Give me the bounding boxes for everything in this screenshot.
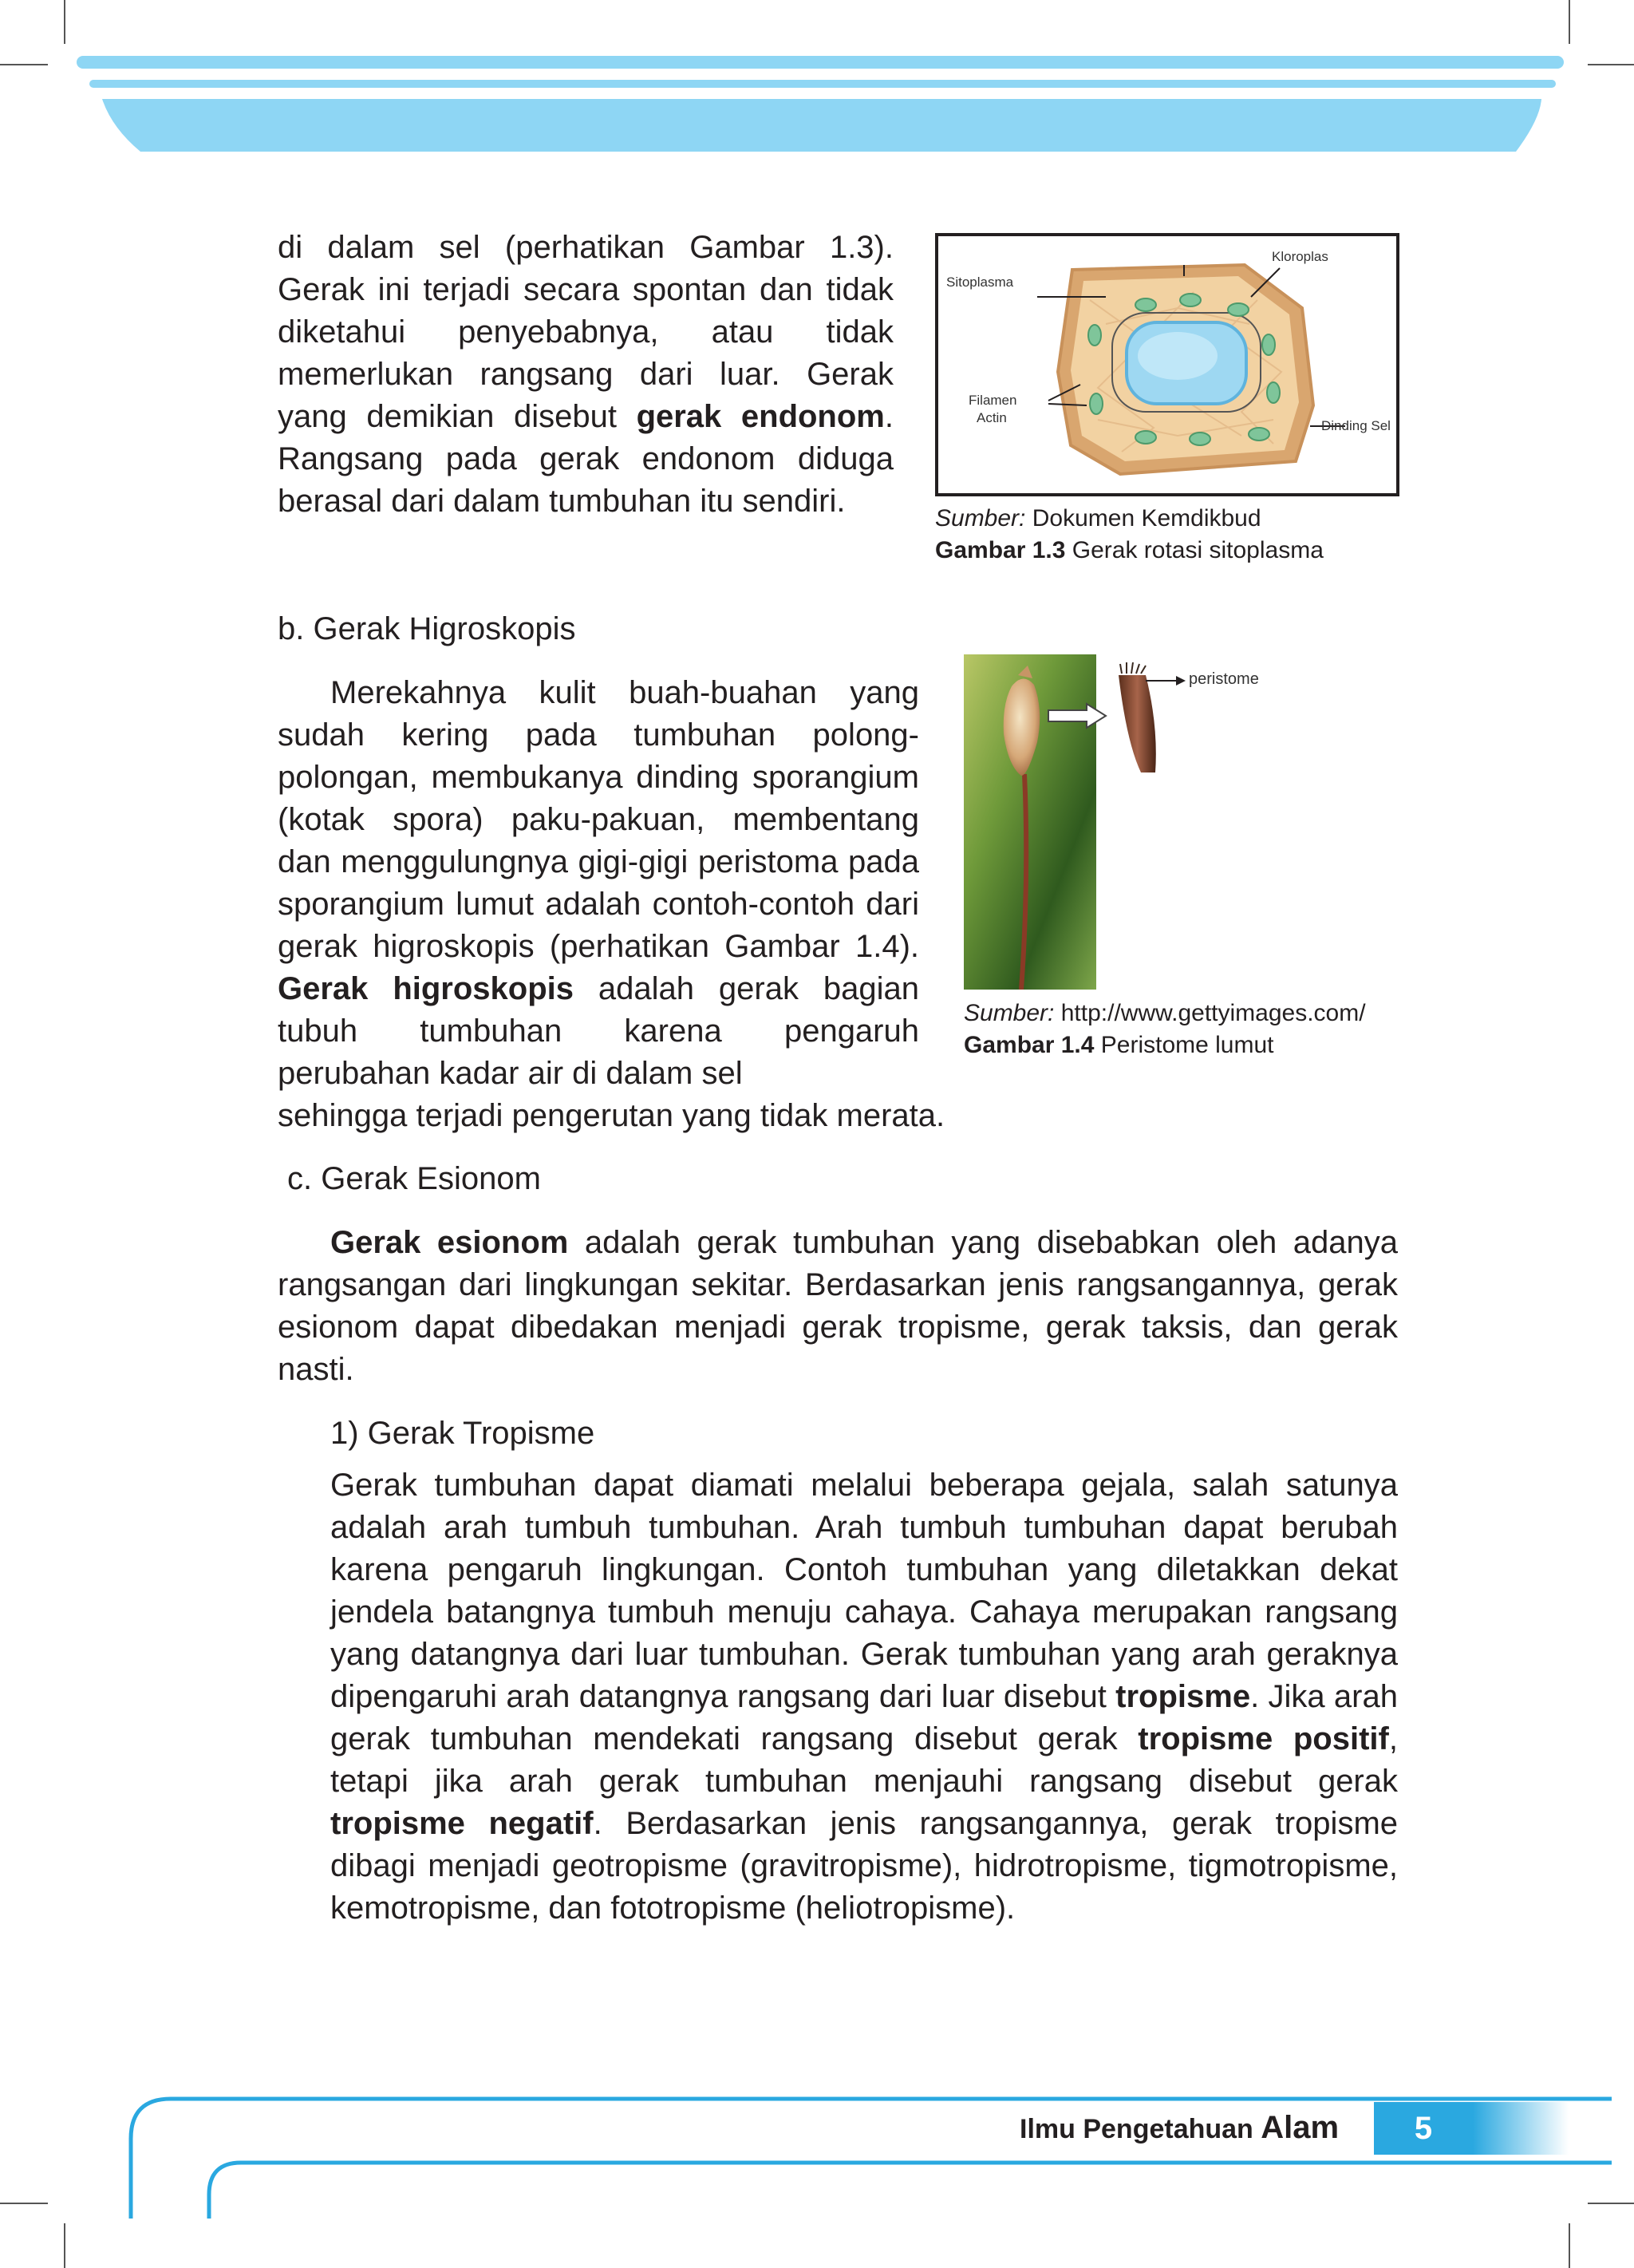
heading-gerak-tropisme: 1) Gerak Tropisme	[330, 1416, 595, 1451]
arrow-to-peristome	[1047, 702, 1107, 729]
term-gerak-endonom: gerak endonom	[636, 399, 885, 434]
figure-1-4-caption: Gambar 1.4 Peristome lumut	[964, 1032, 1274, 1058]
label-dinding-sel: Dinding Sel	[1321, 418, 1391, 433]
peristome-pointer-arrow	[1146, 675, 1187, 686]
figure-1-4-source: Sumber: http://www.gettyimages.com/	[964, 1000, 1366, 1026]
footer-decoration	[0, 2075, 1634, 2234]
tropisme-paragraph: Gerak tumbuhan dapat diamati melalui beberapa gejala, salah satunya adalah arah tumbuh tumbuhan. Arah tumbuh tumbuhan dapat berubah karena pengaruh lingkungan. Contoh tumbuhan yang diletakkan dekat jendela batangnya tumbuh menuju cahaya. Cahaya merupakan rangsang yang datangnya dari luar tumbuhan. Gerak tumbuhan yang arah geraknya dipengaruhi arah datangnya rangsang dari luar disebut tropisme. Jika arah gerak tumbuhan mendekati rangsang disebut gerak tropisme positif, tetapi jika arah gerak tumbuhan menjauhi rangsang disebut gerak tropisme negatif. Berdasarkan jenis rangsangannya, gerak tropisme dibagi menjadi geotropisme (gravitropisme), hidrotropisme, tigmotropisme, kemotropisme, dan fototropisme (heliotropisme).	[330, 1468, 1399, 1926]
label-filamen: Filamen	[969, 393, 1017, 408]
label-kloroplas: Kloroplas	[1272, 249, 1328, 264]
figure-1-3-frame	[935, 233, 1399, 496]
heading-gerak-esionom: c. Gerak Esionom	[287, 1161, 541, 1196]
higroskopis-paragraph: Merekahnya kulit buah-buahan yang sudah kering pada tumbuhan polong-polongan, membukanya dinding sporangium (kotak spora) paku-pakuan, membentang dan menggulungnya gigi-gigi peristoma pada sporangium lumut adalah contoh-contoh dari gerak higroskopis (perhatikan Gambar 1.4). Gerak higroskopis adalah gerak bagian tubuh tumbuhan karena pengaruh perubahan kadar air di dalam sel	[278, 675, 919, 1091]
label-sitoplasma: Sitoplasma	[946, 275, 1014, 290]
term-gerak-esionom: Gerak esionom	[330, 1225, 569, 1260]
footer-book-title: Ilmu Pengetahuan Alam	[1020, 2110, 1340, 2145]
label-peristome: peristome	[1189, 670, 1259, 688]
endonom-paragraph: di dalam sel (perhatikan Gambar 1.3). Gerak ini terjadi secara spontan dan tidak diketahui penyebabnya, atau tidak memerlukan rangsang dari luar. Gerak yang demikian disebut gerak endonom. Rangsang pada gerak endonom diduga berasal dari dalam tumbuhan itu sendiri.	[278, 227, 894, 523]
figure-1-3-caption: Gambar 1.3 Gerak rotasi sitoplasma	[935, 537, 1324, 563]
esionom-paragraph: Gerak esionom adalah gerak tumbuhan yang disebabkan oleh adanya rangsangan dari lingkungan sekitar. Berdasarkan jenis rangsangannya, gerak esionom dapat dibedakan menjadi gerak tropisme, gerak taksis, dan gerak nasti.	[278, 1225, 1398, 1387]
term-tropisme-negatif: tropisme negatif	[330, 1806, 594, 1841]
term-gerak-higroskopis: Gerak higroskopis	[278, 971, 574, 1006]
heading-gerak-higroskopis: b. Gerak Higroskopis	[278, 611, 576, 646]
header-banner	[0, 0, 1634, 160]
figure-1-3-source: Sumber: Dokumen Kemdikbud	[935, 505, 1261, 531]
term-tropisme: tropisme	[1115, 1679, 1251, 1714]
label-actin: Actin	[977, 410, 1007, 425]
page-number: 5	[1374, 2102, 1473, 2155]
term-tropisme-positif: tropisme positif	[1138, 1721, 1389, 1756]
higroskopis-last-line: sehingga terjadi pengerutan yang tidak merata.	[278, 1098, 945, 1133]
endonom-first-line: di dalam sel (perhatikan Gambar 1.3).	[278, 230, 894, 265]
